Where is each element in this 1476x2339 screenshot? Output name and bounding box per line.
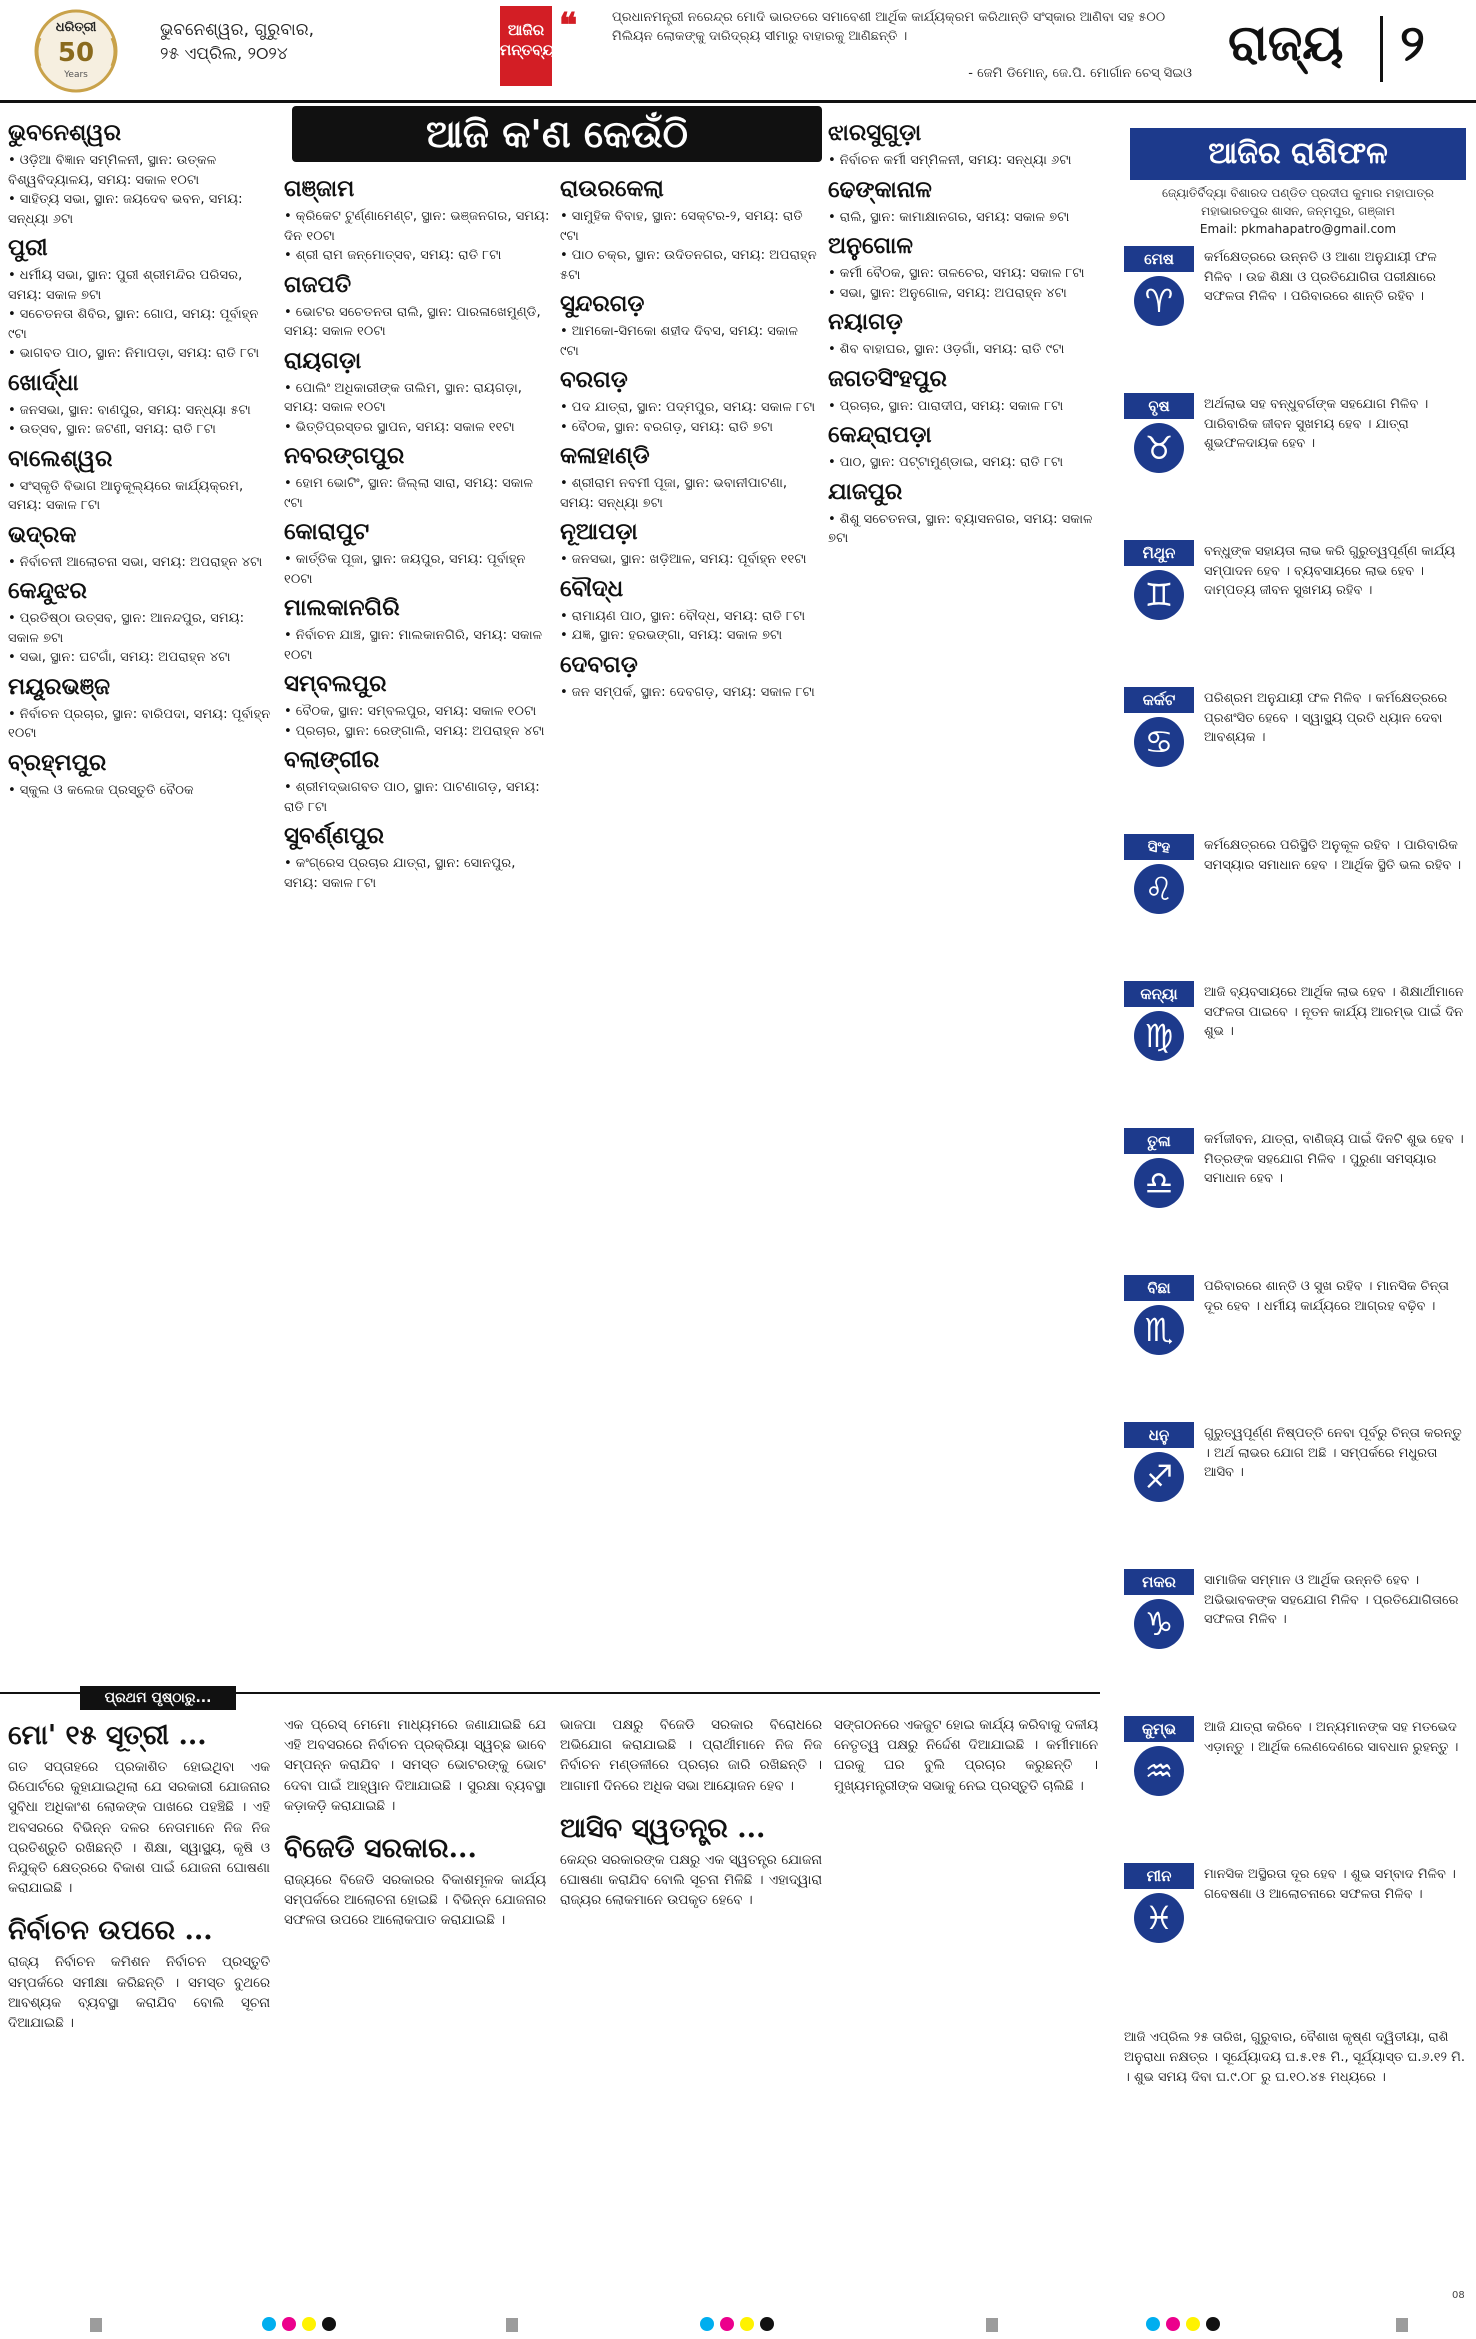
taurus-icon: ♉: [1134, 423, 1184, 473]
yellow-dot: [302, 2317, 316, 2331]
event-item: • ନିର୍ବାଚନୀ ଆଲୋଚନା ସଭା, ସମୟ: ଅପରାହ୍ନ ୪ଟା: [8, 553, 272, 573]
cancer-icon: ♋: [1134, 717, 1184, 767]
leo-icon: ♌: [1134, 864, 1184, 914]
news-column-2: [284, 1716, 546, 2306]
capricorn-icon: ♑: [1134, 1599, 1184, 1649]
rashi-name: ସିଂହ: [1124, 834, 1194, 860]
rashi-capricorn: [1124, 1569, 1469, 1709]
rashi-text: ଅର୍ଥଲାଭ ସହ ବନ୍ଧୁବର୍ଗଙ୍କ ସହଯୋଗ ମିଳିବ । ପାରିବାରିକ ଜୀବନ ସୁଖମୟ ହେବ । ଯାତ୍ରା ଶୁଭଫଳଦାୟକ ହେବ ।: [1204, 397, 1429, 451]
magenta-dot: [1166, 2317, 1180, 2331]
district-heading: ମାଲକାନଗିରି: [284, 594, 400, 621]
listing-block: [8, 232, 272, 364]
scorpio-icon: ♏: [1134, 1305, 1184, 1355]
listing-block: [828, 419, 1098, 473]
quote-text: ପ୍ରଧାନମନ୍ତ୍ରୀ ନରେନ୍ଦ୍ର ମୋଦି ଭାରତରେ ସମାବେଶୀ ଆର୍ଥିକ କାର୍ଯ୍ୟକ୍ରମ କରିଥାନ୍ତି ସଂସ୍କାର ଆଣିବା ସହ ୫୦୦ ମିଲିୟନ ଲୋକଙ୍କୁ ଦାରିଦ୍ର୍ୟ ସୀମାରୁ ବାହାରକୁ ଆଣିଛନ୍ତି ।: [612, 10, 1166, 44]
pisces-icon: ♓: [1134, 1893, 1184, 1943]
black-dot: [1206, 2317, 1220, 2331]
dateline-place-day: ଭୁବନେଶ୍ୱର, ଗୁରୁବାର,: [160, 20, 315, 40]
rashi-text: କର୍ମକ୍ଷେତ୍ରରେ ଉନ୍ନତି ଓ ଆଶା ଅନୁଯାୟୀ ଫଳ ମିଳିବ । ଉଚ୍ଚ ଶିକ୍ଷା ଓ ପ୍ରତିଯୋଗିତା ପରୀକ୍ଷାରେ ସଫଳତା ମିଳିବ । ପରିବାରରେ ଶାନ୍ତି ରହିବ ।: [1204, 250, 1437, 304]
rashi-name: ମେଷ: [1124, 246, 1194, 272]
rashi-text: ସାମାଜିକ ସମ୍ମାନ ଓ ଆର୍ଥିକ ଉନ୍ନତି ହେବ । ଅଭିଭାବକଙ୍କ ସହଯୋଗ ମିଳିବ । ପ୍ରତିଯୋଗିତାରେ ସଫଳତା ମିଳିବ ।: [1204, 1573, 1459, 1627]
listing-block: [8, 747, 272, 801]
yellow-dot: [740, 2317, 754, 2331]
rashi-text: ଗୁରୁତ୍ୱପୂର୍ଣ୍ଣ ନିଷ୍ପତ୍ତି ନେବା ପୂର୍ବରୁ ଚିନ୍ତା କରନ୍ତୁ । ଅର୍ଥ ଲାଭର ଯୋଗ ଅଛି । ସମ୍ପର୍କରେ ମଧୁରତା ଆସିବ ।: [1204, 1426, 1462, 1480]
listing-block: [8, 519, 272, 573]
panchang-text: ଆଜି ଏପ୍ରିଲ ୨୫ ତାରିଖ, ଗୁରୁବାର, ବୈଶାଖ କୃଷ୍ଣ ଦ୍ୱିତୀୟା, ରାଶି ଅନୁରାଧା ନକ୍ଷତ୍ର । ସୂର୍ଯ୍ୟୋଦୟ ଘ.୫.୧୫ ମି., ସୂର୍ଯ୍ୟାସ୍ତ ଘ.୬.୧୨ ମି. । ଶୁଭ ସମୟ ଦିବା ଘ.୯.୦୮ ରୁ ଘ.୧୦.୪୫ ମଧ୍ୟରେ ।: [1124, 2030, 1466, 2085]
aquarius-icon: ♒: [1134, 1746, 1184, 1796]
news-body: ରାଜ୍ୟ ନିର୍ବାଚନ କମିଶନ ନିର୍ବାଚନ ପ୍ରସ୍ତୁତି ସମ୍ପର୍କରେ ସମୀକ୍ଷା କରିଛନ୍ତି । ସମସ୍ତ ବୁଥରେ ଆବଶ୍ୟକ ବ୍ୟବସ୍ଥା କରାଯିବ ବୋଲି ସୂଚନା ଦିଆଯାଇଛି ।: [8, 1955, 270, 2032]
rashi-text: କର୍ମଜୀବନ, ଯାତ୍ରା, ବାଣିଜ୍ୟ ପାଇଁ ଦିନଟି ଶୁଭ ହେବ । ମିତ୍ରଙ୍କ ସହଯୋଗ ମିଳିବ । ପୁରୁଣା ସମସ୍ୟାର ସମାଧାନ ହେବ ।: [1204, 1132, 1464, 1186]
listing-block: [560, 649, 820, 703]
event-item: • ଭାଗବତ ପାଠ, ସ୍ଥାନ: ନିମାପଡ଼ା, ସମୟ: ରାତି ୮ଟା: [8, 344, 272, 364]
district-heading: ଝାରସୁଗୁଡ଼ା: [828, 119, 922, 146]
event-item: • ପୋଲିଂ ଅଧିକାରୀଙ୍କ ତାଲିମ, ସ୍ଥାନ: ରାୟଗଡ଼ା, ସମୟ: ସକାଳ ୧୦ଟା: [284, 379, 552, 418]
news-headline: ବିଜେଡି ସରକାର...: [284, 1833, 477, 1865]
news-body: ରାଜ୍ୟରେ ବିଜେଡି ସରକାରର ବିକାଶମୂଳକ କାର୍ଯ୍ୟ ସମ୍ପର୍କରେ ଆଲୋଚନା ହୋଇଛି । ବିଭିନ୍ନ ଯୋଜନାର ସଫଳତା ଉପରେ ଆଲୋକପାତ କରାଯାଇଛି ।: [284, 1873, 546, 1929]
event-item: • ପ୍ରତିଷ୍ଠା ଉତ୍ସବ, ସ୍ଥାନ: ଆନନ୍ଦପୁର, ସମୟ: ସକାଳ ୭ଟା: [8, 609, 272, 648]
registration-mark: [1396, 2318, 1408, 2332]
district-heading: ସମ୍ବଲପୁର: [284, 670, 387, 697]
black-dot: [322, 2317, 336, 2331]
district-heading: ନବରଙ୍ଗପୁର: [284, 442, 405, 469]
district-heading: ସୁବର୍ଣ୍ଣପୁର: [284, 822, 385, 849]
rashi-name: କର୍କଟ: [1124, 687, 1194, 713]
rashi-aquarius: [1124, 1716, 1469, 1856]
event-item: • ପଦ ଯାତ୍ରା, ସ୍ଥାନ: ପଦ୍ମପୁର, ସମୟ: ସକାଳ ୮ଟା: [560, 398, 820, 418]
aries-icon: ♈: [1134, 276, 1184, 326]
print-marks: [0, 2310, 1476, 2339]
district-heading: ବୌଦ୍ଧ: [560, 574, 624, 602]
cyan-dot: [700, 2317, 714, 2331]
rashi-text: ମାନସିକ ଅସ୍ଥିରତା ଦୂର ହେବ । ଶୁଭ ସମ୍ବାଦ ମିଳିବ । ଗବେଷଣା ଓ ଆଲୋଚନାରେ ସଫଳତା ମିଳିବ ।: [1204, 1867, 1456, 1902]
district-heading: ଅନୁଗୋଳ: [828, 232, 914, 259]
logo-sub: Years: [64, 70, 88, 80]
event-item: • କଂଗ୍ରେସ ପ୍ରଚାର ଯାତ୍ରା, ସ୍ଥାନ: ସୋନପୁର, ସମୟ: ସକାଳ ୮ଟା: [284, 854, 552, 893]
rashi-name: ବୃଷ: [1124, 393, 1194, 419]
quote-label-line-1: ଆଜିର: [507, 21, 545, 39]
dateline: [160, 18, 314, 66]
rashi-name: ଧନୁ: [1124, 1422, 1194, 1448]
event-item: • ବୈଠକ, ସ୍ଥାନ: ସମ୍ବଲପୁର, ସମୟ: ସକାଳ ୧୦ଟା: [284, 702, 552, 722]
district-heading: ମୟୂରଭଞ୍ଜ: [8, 672, 110, 700]
rashi-aries: [1124, 246, 1469, 386]
event-item: • ସାହିତ୍ୟ ସଭା, ସ୍ଥାନ: ଜୟଦେବ ଭବନ, ସମୟ: ସନ୍ଧ୍ୟା ୬ଟା: [8, 190, 272, 229]
listing-block: [828, 306, 1098, 360]
registration-mark: [90, 2318, 102, 2332]
event-item: • ସ୍କୁଲ ଓ କଲେଜ ପ୍ରସ୍ତୁତି ବୈଠକ: [8, 781, 272, 801]
rashi-gemini: [1124, 540, 1469, 680]
virgo-icon: ♍: [1134, 1011, 1184, 1061]
quote-mark-icon: ❝: [559, 6, 578, 46]
listing-block: [284, 744, 552, 817]
rashi-pisces: [1124, 1863, 1469, 2003]
event-item: • ପ୍ରଚାର, ସ୍ଥାନ: ରେଙ୍ଗାଲି, ସମୟ: ଅପରାହ୍ନ ୪ଟା: [284, 722, 552, 742]
district-heading: ବରଗଡ଼: [560, 366, 628, 393]
district-heading: ଯାଜପୁର: [828, 477, 903, 505]
rashi-text: କର୍ମକ୍ଷେତ୍ରରେ ପରିସ୍ଥିତି ଅନୁକୂଳ ରହିବ । ପାରିବାରିକ ସମସ୍ୟାର ସମାଧାନ ହେବ । ଆର୍ଥିକ ସ୍ଥିତି ଭଲ ରହିବ ।: [1204, 838, 1462, 873]
news-body: ଏକ ପ୍ରେସ୍ ମେମୋ ମାଧ୍ୟମରେ ଜଣାଯାଇଛି ଯେ ଏହି ଅବସରରେ ନିର୍ବାଚନ ପ୍ରକ୍ରିୟା ସ୍ୱଚ୍ଛ ଭାବେ ସମ୍ପନ୍ନ କରାଯିବ । ସମସ୍ତ ଭୋଟରଙ୍କୁ ଭୋଟ ଦେବା ପାଇଁ ଆହ୍ୱାନ ଦିଆଯାଇଛି । ସୁରକ୍ଷା ବ୍ୟବସ୍ଥା କଡ଼ାକଡ଼ି କରାଯାଇଛି ।: [284, 1718, 546, 1814]
listings-column-4: [828, 114, 1098, 1684]
listing-block: [8, 671, 272, 744]
event-item: • ଉତ୍ସବ, ସ୍ଥାନ: ଜଟଣୀ, ସମୟ: ରାତି ୮ଟା: [8, 420, 272, 440]
district-heading: ଗଜପତି: [284, 270, 352, 298]
district-heading: ସୁନ୍ଦରଗଡ଼: [560, 290, 645, 317]
listing-block: [560, 573, 820, 646]
folio: 08: [1452, 2290, 1465, 2301]
event-item: • ଜନସଭା, ସ୍ଥାନ: ବାଣପୁର, ସମୟ: ସନ୍ଧ୍ୟା ୫ଟା: [8, 401, 272, 421]
district-heading: ପୁରୀ: [8, 234, 48, 261]
news-body: କେନ୍ଦ୍ର ସରକାରଙ୍କ ପକ୍ଷରୁ ଏକ ସ୍ୱତନ୍ତ୍ର ଯୋଜନା ଘୋଷଣା କରାଯିବ ବୋଲି ସୂଚନା ମିଳିଛି । ଏହାଦ୍ୱାରା ରାଜ୍ୟର ଲୋକମାନେ ଉପକୃତ ହେବେ ।: [560, 1852, 822, 1909]
listings-column-3: [560, 170, 820, 1684]
rashi-name: ମିଥୁନ: [1124, 540, 1194, 566]
registration-mark: [506, 2318, 518, 2332]
district-heading: ଜଗତସିଂହପୁର: [828, 364, 947, 392]
listing-block: [560, 288, 820, 361]
rashi-text: ବନ୍ଧୁଙ୍କ ସହାୟତା ଲାଭ କରି ଗୁରୁତ୍ୱପୂର୍ଣ୍ଣ କାର୍ଯ୍ୟ ସମ୍ପାଦନ ହେବ । ବ୍ୟବସାୟରେ ଲାଭ ହେବ । ଦାମ୍ପତ୍ୟ ଜୀବନ ସୁଖମୟ ରହିବ ।: [1204, 544, 1456, 598]
quote-label-line-2: ମନ୍ତବ୍ୟ: [500, 41, 555, 59]
dharitri-50-years-logo: [26, 8, 126, 94]
rashi-name: ବିଛା: [1124, 1275, 1194, 1301]
event-item: • ବୈଠକ, ସ୍ଥାନ: ବରଗଡ଼, ସମୟ: ରାତି ୭ଟା: [560, 418, 820, 438]
dateline-date: ୨୫ ଏପ୍ରିଲ, ୨୦୨୪: [160, 44, 288, 64]
listing-block: [284, 173, 552, 266]
district-heading: ବ୍ରହ୍ମପୁର: [8, 748, 107, 776]
cyan-dot: [262, 2317, 276, 2331]
news-column-3: [560, 1716, 822, 2306]
rashi-name: ମୀନ: [1124, 1863, 1194, 1889]
event-item: • କର୍ମୀ ବୈଠକ, ସ୍ଥାନ: ତାଳଚେର, ସମୟ: ସକାଳ ୮ଟା: [828, 264, 1098, 284]
magenta-dot: [282, 2317, 296, 2331]
rashi-name: ତୁଳା: [1124, 1128, 1194, 1154]
event-item: • ଶ୍ରୀରାମ ନବମୀ ପୂଜା, ସ୍ଥାନ: ଭବାନୀପାଟଣା, ସମୟ: ସନ୍ଧ୍ୟା ୭ଟା: [560, 474, 820, 513]
event-item: • ଶିବ ବାହାଘର, ସ୍ଥାନ: ଓଡ଼ଗାଁ, ସମୟ: ରାତି ୯ଟା: [828, 340, 1098, 360]
event-item: • ଯଜ୍ଞ, ସ୍ଥାନ: ହରଭଙ୍ଗା, ସମୟ: ସକାଳ ୭ଟା: [560, 626, 820, 646]
event-item: • ସଭା, ସ୍ଥାନ: ଅନୁଗୋଳ, ସମୟ: ଅପରାହ୍ନ ୪ଟା: [828, 284, 1098, 304]
event-item: • ଓଡ଼ିଆ ବିଜ୍ଞାନ ସମ୍ମିଳନୀ, ସ୍ଥାନ: ଉତ୍କଳ ବିଶ୍ୱବିଦ୍ୟାଳୟ, ସମୟ: ସକାଳ ୧୦ଟା: [8, 151, 272, 190]
district-heading: କେନ୍ଦ୍ରାପଡ଼ା: [828, 421, 932, 448]
rashi-sagittarius: [1124, 1422, 1469, 1562]
event-item: • ଧର୍ମୀୟ ସଭା, ସ୍ଥାନ: ପୁରୀ ଶ୍ରୀମନ୍ଦିର ପରିସର, ସମୟ: ସକାଳ ୭ଟା: [8, 266, 272, 305]
district-heading: ରାୟଗଡ଼ା: [284, 346, 362, 374]
listing-block: [828, 230, 1098, 303]
rashi-leo: [1124, 834, 1469, 974]
rashi-text: ପରିବାରରେ ଶାନ୍ତି ଓ ସୁଖ ରହିବ । ମାନସିକ ଚିନ୍ତା ଦୂର ହେବ । ଧର୍ମୀୟ କାର୍ଯ୍ୟରେ ଆଗ୍ରହ ବଢ଼ିବ ।: [1204, 1279, 1449, 1314]
listing-block: [828, 117, 1098, 171]
listing-block: [560, 440, 820, 513]
registration-mark: [986, 2318, 998, 2332]
district-heading: ଗଞ୍ଜାମ: [284, 175, 355, 202]
news-body: ଭାଜପା ପକ୍ଷରୁ ବିଜେଡି ସରକାର ବିରୋଧରେ ଅଭିଯୋଗ କରାଯାଇଛି । ପ୍ରାର୍ଥୀମାନେ ନିଜ ନିଜ ନିର୍ବାଚନ ମଣ୍ଡଳୀରେ ପ୍ରଚାର ଜାରି ରଖିଛନ୍ତି । ଆଗାମୀ ଦିନରେ ଅଧିକ ସଭା ଆୟୋଜନ ହେବ ।: [560, 1718, 822, 1794]
district-heading: ରାଉରକେଲା: [560, 175, 664, 202]
district-heading: କୋରାପୁଟ: [284, 518, 370, 545]
rashi-libra: [1124, 1128, 1469, 1268]
news-headline: ମୋ' ୧୫ ସୂତ୍ରୀ ...: [8, 1720, 207, 1751]
event-item: • କ୍ରିକେଟ ଟୁର୍ଣ୍ଣାମେଣ୍ଟ, ସ୍ଥାନ: ଭଞ୍ଜନଗର, ସମୟ: ଦିନ ୧୦ଟା: [284, 207, 552, 246]
district-heading: ଖୋର୍ଦ୍ଧା: [8, 368, 79, 396]
listing-block: [8, 367, 272, 440]
event-item: • ଶ୍ରୀମଦ୍ଭାଗବତ ପାଠ, ସ୍ଥାନ: ପାଟଣାଗଡ଼, ସମୟ: ରାତି ୮ଟା: [284, 778, 552, 817]
listing-block: [284, 820, 552, 893]
yellow-dot: [1186, 2317, 1200, 2331]
listing-block: [560, 173, 820, 285]
district-heading: ଦେବଗଡ଼: [560, 650, 638, 678]
listing-block: [828, 174, 1098, 228]
listings-banner: ଆଜି କ'ଣ କେଉଁଠି: [292, 106, 822, 162]
district-heading: ନୂଆପଡ଼ା: [560, 518, 638, 545]
event-item: • ରାଲି, ସ୍ଥାନ: କାମାକ୍ଷାନଗର, ସମୟ: ସକାଳ ୭ଟା: [828, 208, 1098, 228]
logo-title: ଧରିତ୍ରୀ: [55, 20, 97, 35]
listing-block: [828, 363, 1098, 417]
listing-block: [284, 516, 552, 589]
sagittarius-icon: ♐: [1134, 1452, 1184, 1502]
rashi-taurus: [1124, 393, 1469, 533]
district-heading: ଢେଙ୍କାନାଳ: [828, 175, 932, 203]
section-label: ରାଜ୍ୟ: [1228, 14, 1344, 72]
listing-block: [8, 117, 272, 229]
listing-block: [284, 440, 552, 513]
listing-block: [284, 269, 552, 342]
first-page-tag: ପ୍ରଥମ ପୃଷ୍ଠାରୁ...: [80, 1686, 236, 1710]
event-item: • ସଂସ୍କୃତି ବିଭାଗ ଆନୁକୂଲ୍ୟରେ କାର୍ଯ୍ୟକ୍ରମ, ସମୟ: ସକାଳ ୮ଟା: [8, 477, 272, 516]
event-item: • ହୋମ ଭୋଟିଂ, ସ୍ଥାନ: ଜିଲ୍ଲା ସାରା, ସମୟ: ସକାଳ ୯ଟା: [284, 474, 552, 513]
rashifal-byline: [1130, 184, 1466, 238]
page-number: ୨: [1400, 14, 1425, 72]
header-rule: [0, 100, 1476, 103]
rashifal-author: ଜ୍ୟୋତିର୍ବିଦ୍ୟା ବିଶାରଦ ପଣ୍ଡିତ ପ୍ରଦୀପ କୁମାର ମହାପାତ୍ର: [1161, 186, 1434, 200]
news-headline: ନିର୍ବାଚନ ଉପରେ ...: [8, 1915, 213, 1947]
rashifal-title: ଆଜିର ରାଶିଫଳ: [1130, 128, 1466, 180]
district-heading: ବାଲେଶ୍ୱର: [8, 444, 113, 472]
rashi-text: ଆଜି ଯାତ୍ରା କରିବେ । ଅନ୍ୟମାନଙ୍କ ସହ ମତଭେଦ ଏଡ଼ାନ୍ତୁ । ଆର୍ଥିକ ଲେଣଦେଣରେ ସାବଧାନ ରୁହନ୍ତୁ ।: [1204, 1720, 1459, 1755]
district-heading: ଭୁବନେଶ୍ୱର: [8, 119, 122, 146]
quote-author: - ଜେମି ଡିମୋନ୍, ଜେ.ପି. ମୋର୍ଗାନ ଚେସ୍ ସିଇଓ: [968, 66, 1192, 81]
event-item: • ନିର୍ବାଚନ କର୍ମୀ ସମ୍ମିଳନୀ, ସମୟ: ସନ୍ଧ୍ୟା ୬ଟା: [828, 151, 1098, 171]
rashifal-address: ମହାଭାରତପୁର ଶାସନ, ଜନ୍ମପୁର, ଗଞ୍ଜାମ: [1201, 204, 1395, 218]
gemini-icon: ♊: [1134, 570, 1184, 620]
district-heading: ବଲାଙ୍ଗୀର: [284, 746, 380, 773]
event-item: • ଶ୍ରୀ ରାମ ଜନ୍ମୋତ୍ସବ, ସମୟ: ରାତି ୮ଟା: [284, 246, 552, 266]
event-item: • ପାଠ ଚକ୍ର, ସ୍ଥାନ: ଉଦିତନଗର, ସମୟ: ଅପରାହ୍ନ ୫ଟା: [560, 246, 820, 285]
event-item: • କାର୍ତ୍ତିକ ପୂଜା, ସ୍ଥାନ: ଜୟପୁର, ସମୟ: ପୂର୍ବାହ୍ନ ୧୦ଟା: [284, 550, 552, 589]
news-column-4: [834, 1716, 1098, 2306]
rashi-scorpio: [1124, 1275, 1469, 1415]
magenta-dot: [720, 2317, 734, 2331]
news-column-1: [8, 1716, 270, 2306]
rashi-name: କନ୍ୟା: [1124, 981, 1194, 1007]
event-item: • ରାମାୟଣ ପାଠ, ସ୍ଥାନ: ବୌଦ୍ଧ, ସମୟ: ରାତି ୮ଟା: [560, 607, 820, 627]
listing-block: [284, 668, 552, 741]
event-item: • ସଚେତନତା ଶିବିର, ସ୍ଥାନ: ଗୋପ, ସମୟ: ପୂର୍ବାହ୍ନ ୯ଟା: [8, 305, 272, 344]
rashi-name: କୁମ୍ଭ: [1124, 1716, 1194, 1742]
rashi-virgo: [1124, 981, 1469, 1121]
event-item: • ଜନ ସମ୍ପର୍କ, ସ୍ଥାନ: ଦେବଗଡ଼, ସମୟ: ସକାଳ ୮ଟା: [560, 683, 820, 703]
listing-block: [8, 443, 272, 516]
event-item: • ଭୋଟର ସଚେତନତା ରାଲି, ସ୍ଥାନ: ପାରଳାଖେମୁଣ୍ଡି, ସମୟ: ସକାଳ ୧୦ଟା: [284, 303, 552, 342]
event-item: • ନିର୍ବାଚନ ଯାଞ୍ଚ, ସ୍ଥାନ: ମାଲକାନଗିରି, ସମୟ: ସକାଳ ୧୦ଟା: [284, 626, 552, 665]
libra-icon: ♎: [1134, 1158, 1184, 1208]
rashi-text: ଆଜି ବ୍ୟବସାୟରେ ଆର୍ଥିକ ଲାଭ ହେବ । ଶିକ୍ଷାର୍ଥୀମାନେ ସଫଳତା ପାଇବେ । ନୂତନ କାର୍ଯ୍ୟ ଆରମ୍ଭ ପାଇଁ ଦିନ ଶୁଭ ।: [1204, 985, 1464, 1039]
news-body: ସଙ୍ଗଠନରେ ଏକଜୁଟ ହୋଇ କାର୍ଯ୍ୟ କରିବାକୁ ଦଳୀୟ ନେତୃତ୍ୱ ପକ୍ଷରୁ ନିର୍ଦ୍ଦେଶ ଦିଆଯାଇଛି । କର୍ମୀମାନେ ଘରକୁ ଘର ବୁଲି ପ୍ରଚାର କରୁଛନ୍ତି । ମୁଖ୍ୟମନ୍ତ୍ରୀଙ୍କ ସଭାକୁ ନେଇ ପ୍ରସ୍ତୁତି ଚାଲିଛି ।: [834, 1718, 1098, 1794]
listings-column-2: [284, 170, 552, 1684]
quote-label: [500, 6, 555, 86]
listing-block: [828, 476, 1098, 549]
news-headline: ଆସିବ ସ୍ୱତନ୍ତ୍ର ...: [560, 1812, 766, 1844]
rashi-text: ପରିଶ୍ରମ ଅନୁଯାୟୀ ଫଳ ମିଳିବ । କର୍ମକ୍ଷେତ୍ରରେ ପ୍ରଶଂସିତ ହେବେ । ସ୍ୱାସ୍ଥ୍ୟ ପ୍ରତି ଧ୍ୟାନ ଦେବା ଆବଶ୍ୟକ ।: [1204, 691, 1448, 745]
district-heading: ଭଦ୍ରକ: [8, 520, 77, 548]
listing-block: [284, 592, 552, 665]
district-heading: କେନ୍ଦୁଝର: [8, 577, 87, 604]
district-heading: ନୟାଗଡ଼: [828, 308, 903, 335]
listings-column-1: [8, 114, 272, 1684]
rashi-cancer: [1124, 687, 1469, 827]
masthead: [0, 0, 1476, 100]
event-item: • ସଭା, ସ୍ଥାନ: ଘଟଗାଁ, ସମୟ: ଅପରାହ୍ନ ୪ଟା: [8, 648, 272, 668]
rashi-name: ମକର: [1124, 1569, 1194, 1595]
district-heading: କଳାହାଣ୍ଡି: [560, 442, 650, 469]
section-divider: [1380, 16, 1383, 82]
event-item: • ଜନସଭା, ସ୍ଥାନ: ଖଡ଼ିଆଳ, ସମୟ: ପୂର୍ବାହ୍ନ ୧୧ଟା: [560, 550, 820, 570]
event-item: • ଆମକୋ-ସିମକୋ ଶହୀଦ ଦିବସ, ସମୟ: ସକାଳ ୯ଟା: [560, 322, 820, 361]
listing-block: [284, 345, 552, 438]
event-item: • ଶିଶୁ ସଚେତନତା, ସ୍ଥାନ: ବ୍ୟାସନଗର, ସମୟ: ସକାଳ ୭ଟା: [828, 510, 1098, 549]
black-dot: [760, 2317, 774, 2331]
event-item: • ପାଠ, ସ୍ଥାନ: ପଟ୍ଟାମୁଣ୍ଡାଇ, ସମୟ: ରାତି ୮ଟା: [828, 453, 1098, 473]
listing-block: [560, 516, 820, 570]
listing-block: [560, 364, 820, 437]
event-item: • ନିର୍ବାଚନ ପ୍ରଚାର, ସ୍ଥାନ: ବାରିପଦା, ସମୟ: ପୂର୍ବାହ୍ନ ୧୦ଟା: [8, 705, 272, 744]
listing-block: [8, 575, 272, 668]
event-item: • ପ୍ରଚାର, ସ୍ଥାନ: ପାରାଦୀପ, ସମୟ: ସକାଳ ୮ଟା: [828, 397, 1098, 417]
event-item: • ଭିତ୍ତିପ୍ରସ୍ତର ସ୍ଥାପନ, ସମୟ: ସକାଳ ୧୧ଟା: [284, 418, 552, 438]
news-body: ଗତ ସପ୍ତାହରେ ପ୍ରକାଶିତ ହୋଇଥିବା ଏକ ରିପୋର୍ଟରେ କୁହାଯାଇଥିଲା ଯେ ସରକାରୀ ଯୋଜନାର ସୁବିଧା ଅଧିକାଂଶ ଲୋକଙ୍କ ପାଖରେ ପହଞ୍ଚିଛି । ଏହି ଅବସରରେ ବିଭିନ୍ନ ଦଳର ନେତାମାନେ ନିଜ ନିଜ ପ୍ରତିଶ୍ରୁତି ରଖିଛନ୍ତି । ଶିକ୍ଷା, ସ୍ୱାସ୍ଥ୍ୟ, କୃଷି ଓ ନିଯୁକ୍ତି କ୍ଷେତ୍ରରେ ବିକାଶ ପାଇଁ ଯୋଜନା ଘୋଷଣା କରାଯାଇଛି ।: [8, 1760, 270, 1897]
cyan-dot: [1146, 2317, 1160, 2331]
event-item: • ସାମୁହିକ ବିବାହ, ସ୍ଥାନ: ସେକ୍ଟର-୨, ସମୟ: ରାତି ୯ଟା: [560, 207, 820, 246]
rashifal-email: Email: pkmahapatro@gmail.com: [1199, 222, 1397, 236]
logo-years: 50: [57, 38, 95, 68]
